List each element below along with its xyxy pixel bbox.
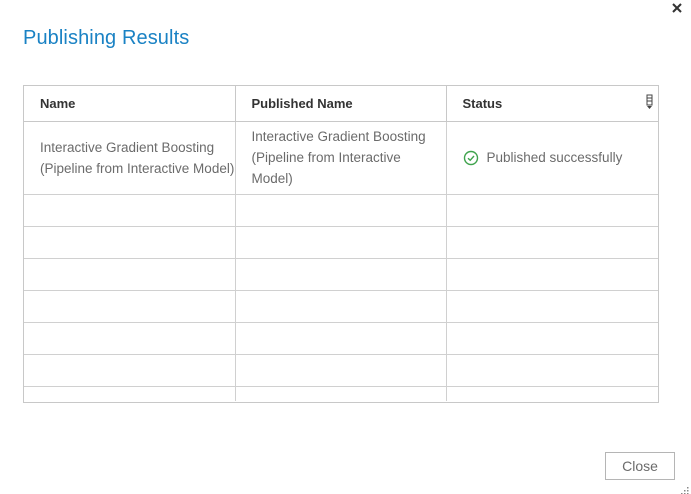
empty-row [24,258,658,290]
table-header-row [24,86,658,121]
check-circle-icon [463,150,479,166]
close-icon[interactable] [668,0,686,18]
cell-status [446,121,658,194]
empty-row [24,194,658,226]
empty-row [24,290,658,322]
cell-name: Interactive Gradient Boosting (Pipeline from Interactive Model) [24,121,235,194]
status-text: Published successfully [486,150,623,165]
column-header-status-label: Status [462,95,503,111]
empty-row [24,322,658,354]
table-row[interactable] [24,121,658,194]
dialog-title: Publishing Results [23,27,190,49]
resize-grip-icon[interactable] [680,482,689,491]
results-table [23,85,659,403]
empty-row [24,226,658,258]
column-header-name[interactable]: Name [24,86,235,121]
column-menu-icon[interactable] [645,94,654,110]
empty-row [24,386,658,401]
empty-row [24,354,658,386]
column-header-published-name[interactable]: Published Name [235,86,446,121]
cell-published-name: Interactive Gradient Boosting (Pipeline from Interactive Model) [235,121,446,194]
column-header-status[interactable] [446,86,658,121]
close-button[interactable]: Close [605,452,675,480]
